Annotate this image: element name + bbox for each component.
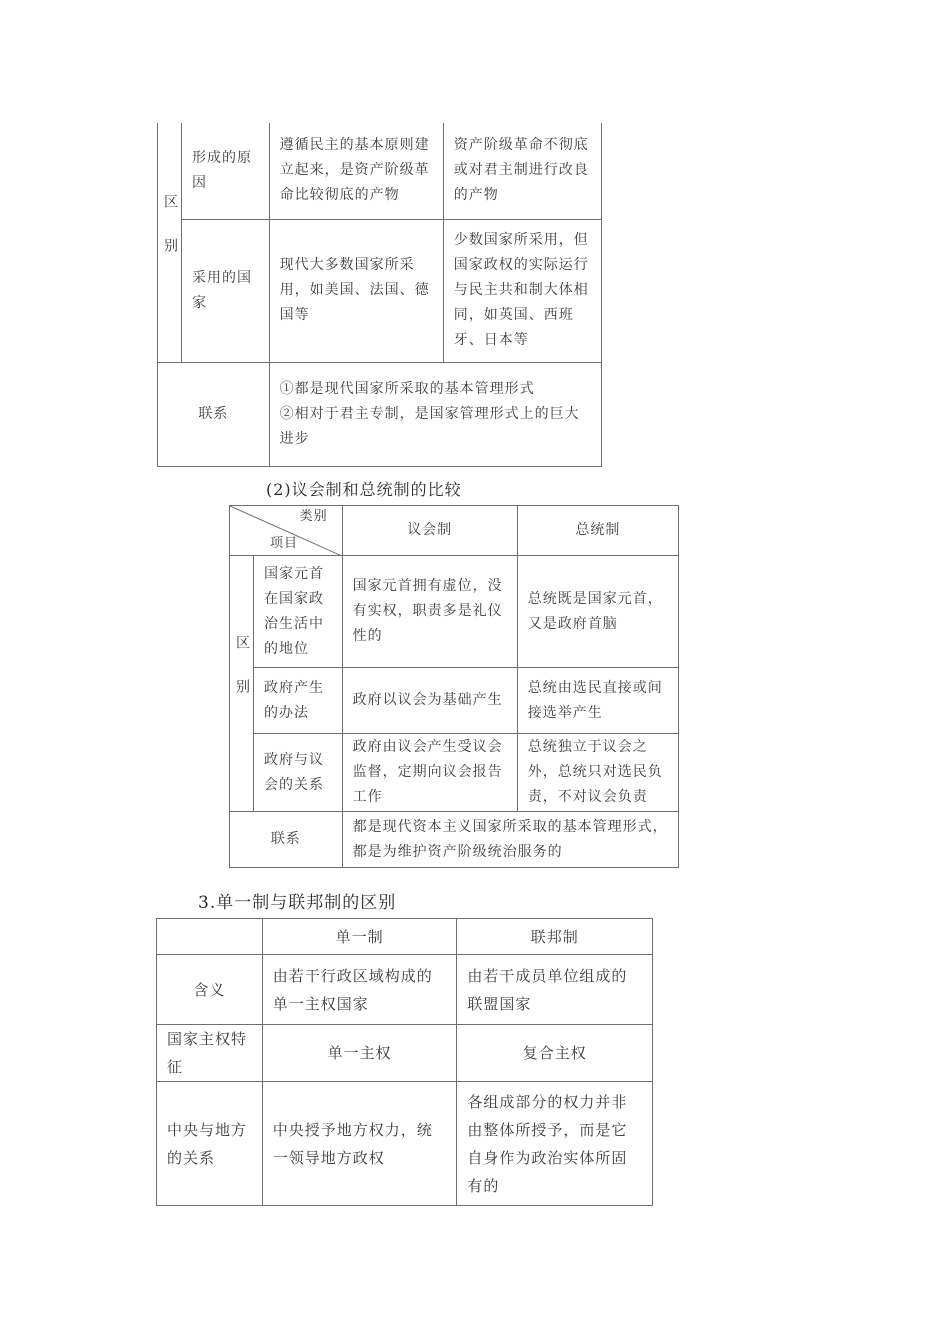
corner-header [230, 506, 343, 556]
cell: 中央授予地方权力，统一领导地方政权 [262, 1082, 457, 1206]
column-header: 单一制 [262, 919, 457, 955]
link-label: 联系 [230, 812, 343, 868]
row-label: 政府产生的办法 [254, 668, 343, 734]
caption-parliament-vs-presidential: (2)议会制和总统制的比较 [266, 480, 462, 499]
cell: 少数国家所采用，但国家政权的实际运行与民主共和制大体相同，如英国、西班牙、日本等 [443, 219, 601, 362]
cell: 遵循民主的基本原则建立起来，是资产阶级革命比较彻底的产物 [269, 123, 443, 219]
link-text: 都是现代资本主义国家所采取的基本管理形式，都是为维护资产阶级统治服务的 [342, 812, 678, 868]
cell: 总统既是国家元首，又是政府首脑 [517, 556, 678, 668]
group-label-difference [230, 556, 254, 812]
cell: 由若干行政区域构成的单一主权国家 [262, 955, 457, 1025]
cell: 政府以议会为基础产生 [342, 668, 517, 734]
comparison-table-2 [229, 505, 679, 868]
link-label: 联系 [158, 362, 270, 466]
corner-bottom-label: 项目 [270, 536, 299, 551]
row-label: 国家主权特征 [157, 1025, 263, 1082]
row-label: 含义 [157, 955, 263, 1025]
column-header: 联邦制 [457, 919, 653, 955]
link-text: ①都是现代国家所采取的基本管理形式 ②相对于君主专制，是国家管理形式上的巨大进步 [269, 362, 601, 466]
cell: 各组成部分的权力并非由整体所授予，而是它自身作为政治实体所固有的 [457, 1082, 653, 1206]
row-label: 形成的原因 [182, 123, 270, 219]
group-label-text: 区别 [162, 193, 178, 282]
cell: 政府由议会产生受议会监督，定期向议会报告工作 [342, 734, 517, 812]
caption-unitary-vs-federal: 3.单一制与联邦制的区别 [198, 893, 397, 913]
column-header: 总统制 [517, 506, 678, 556]
comparison-table-3 [156, 918, 653, 1206]
cell: 总统独立于议会之外，总统只对选民负责，不对议会负责 [517, 734, 678, 812]
corner-top-label: 类别 [299, 509, 328, 524]
empty-header [157, 919, 263, 955]
column-header: 议会制 [342, 506, 517, 556]
comparison-table-1 [157, 123, 602, 467]
group-label-difference [158, 123, 182, 362]
group-label-text: 区别 [234, 635, 250, 723]
cell: 复合主权 [457, 1025, 653, 1082]
cell: 单一主权 [262, 1025, 457, 1082]
row-label: 采用的国家 [182, 219, 270, 362]
row-label: 政府与议会的关系 [254, 734, 343, 812]
cell: 资产阶级革命不彻底或对君主制进行改良的产物 [443, 123, 601, 219]
cell: 由若干成员单位组成的联盟国家 [457, 955, 653, 1025]
cell: 总统由选民直接或间接选举产生 [517, 668, 678, 734]
cell: 现代大多数国家所采用，如美国、法国、德国等 [269, 219, 443, 362]
cell: 国家元首拥有虚位，没有实权，职责多是礼仪性的 [342, 556, 517, 668]
row-label: 中央与地方的关系 [157, 1082, 263, 1206]
row-label: 国家元首在国家政治生活中的地位 [254, 556, 343, 668]
